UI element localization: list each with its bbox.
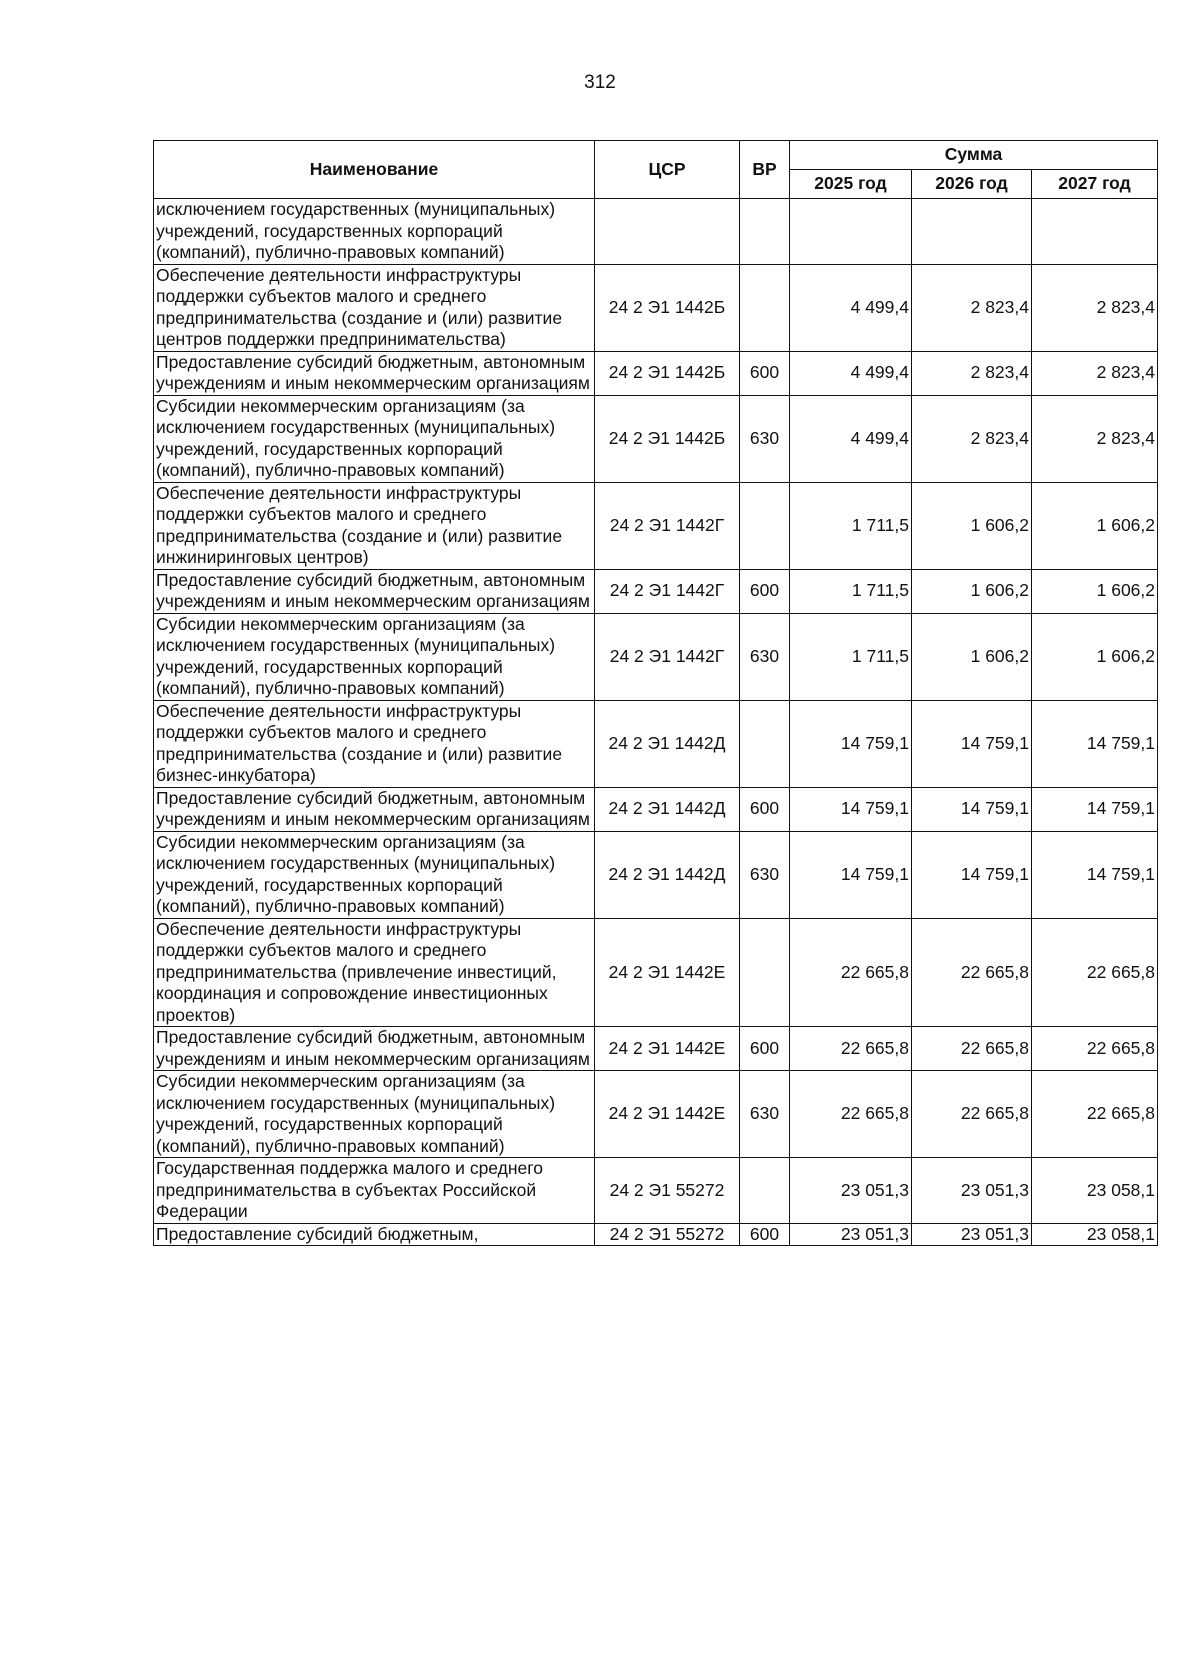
row-sum-2026: 1 606,2 (912, 569, 1032, 613)
row-csr: 24 2 Э1 1442Г (595, 613, 740, 700)
row-sum-2027: 1 606,2 (1032, 569, 1158, 613)
row-sum-2027: 22 665,8 (1032, 1027, 1158, 1071)
row-sum-2025: 14 759,1 (790, 700, 912, 787)
row-sum-2027: 22 665,8 (1032, 918, 1158, 1027)
row-sum-2027: 2 823,4 (1032, 264, 1158, 351)
row-vr (740, 918, 790, 1027)
row-name: Предоставление субсидий бюджетным, (154, 1223, 595, 1246)
row-sum-2027: 2 823,4 (1032, 351, 1158, 395)
header-name: Наименование (154, 141, 595, 199)
row-sum-2025: 14 759,1 (790, 787, 912, 831)
row-sum-2027: 22 665,8 (1032, 1071, 1158, 1158)
row-sum-2025: 4 499,4 (790, 264, 912, 351)
row-sum-2025 (790, 199, 912, 265)
row-sum-2026 (912, 199, 1032, 265)
table-row (154, 1158, 1158, 1224)
row-sum-2027: 1 606,2 (1032, 613, 1158, 700)
row-sum-2026: 22 665,8 (912, 1071, 1032, 1158)
table-row (154, 831, 1158, 918)
row-csr: 24 2 Э1 1442Е (595, 1027, 740, 1071)
table-row (154, 918, 1158, 1027)
header-year-2025: 2025 год (790, 170, 912, 199)
row-csr: 24 2 Э1 1442Г (595, 569, 740, 613)
row-name: Субсидии некоммерческим организациям (за исключением государственных (муниципальных) учреждений, государственных корпораций (компаний), публично-правовых компаний) (154, 831, 595, 918)
row-sum-2026: 2 823,4 (912, 264, 1032, 351)
row-sum-2026: 22 665,8 (912, 918, 1032, 1027)
row-sum-2025: 4 499,4 (790, 395, 912, 482)
row-vr (740, 482, 790, 569)
row-vr: 600 (740, 787, 790, 831)
row-sum-2025: 22 665,8 (790, 1071, 912, 1158)
row-csr: 24 2 Э1 55272 (595, 1158, 740, 1224)
row-sum-2026: 2 823,4 (912, 351, 1032, 395)
row-sum-2027: 2 823,4 (1032, 395, 1158, 482)
row-sum-2026: 1 606,2 (912, 613, 1032, 700)
row-vr: 600 (740, 1027, 790, 1071)
row-vr: 600 (740, 1223, 790, 1246)
table-row (154, 351, 1158, 395)
row-csr: 24 2 Э1 1442Д (595, 831, 740, 918)
row-csr: 24 2 Э1 1442Е (595, 1071, 740, 1158)
table-row (154, 264, 1158, 351)
row-name: Предоставление субсидий бюджетным, автономным учреждениям и иным некоммерческим организациям (154, 1027, 595, 1071)
row-sum-2025: 1 711,5 (790, 569, 912, 613)
table-header (154, 141, 1158, 199)
row-sum-2026: 2 823,4 (912, 395, 1032, 482)
row-vr (740, 1158, 790, 1224)
row-name: исключением государственных (муниципальных) учреждений, государственных корпораций (компаний), публично-правовых компаний) (154, 199, 595, 265)
row-name: Предоставление субсидий бюджетным, автономным учреждениям и иным некоммерческим организациям (154, 351, 595, 395)
row-vr: 630 (740, 831, 790, 918)
table-body (154, 199, 1158, 1246)
row-sum-2025: 14 759,1 (790, 831, 912, 918)
row-vr: 600 (740, 351, 790, 395)
row-name: Государственная поддержка малого и среднего предпринимательства в субъектах Российской Федерации (154, 1158, 595, 1224)
row-name: Субсидии некоммерческим организациям (за исключением государственных (муниципальных) учреждений, государственных корпораций (компаний), публично-правовых компаний) (154, 395, 595, 482)
row-vr: 630 (740, 613, 790, 700)
table-row (154, 1071, 1158, 1158)
row-sum-2027: 23 058,1 (1032, 1223, 1158, 1246)
row-sum-2025: 22 665,8 (790, 1027, 912, 1071)
row-vr: 630 (740, 1071, 790, 1158)
row-csr: 24 2 Э1 1442Г (595, 482, 740, 569)
row-vr (740, 700, 790, 787)
table-row (154, 569, 1158, 613)
header-vr: ВР (740, 141, 790, 199)
row-csr: 24 2 Э1 1442Д (595, 700, 740, 787)
row-sum-2025: 22 665,8 (790, 918, 912, 1027)
row-name: Предоставление субсидий бюджетным, автономным учреждениям и иным некоммерческим организациям (154, 569, 595, 613)
row-csr: 24 2 Э1 55272 (595, 1223, 740, 1246)
table-row (154, 787, 1158, 831)
row-name: Обеспечение деятельности инфраструктуры поддержки субъектов малого и среднего предпринимательства (создание и (или) развитие центров поддержки предпринимательства) (154, 264, 595, 351)
page-number: 312 (584, 72, 616, 93)
row-sum-2027: 14 759,1 (1032, 831, 1158, 918)
row-name: Субсидии некоммерческим организациям (за исключением государственных (муниципальных) учреждений, государственных корпораций (компаний), публично-правовых компаний) (154, 1071, 595, 1158)
row-sum-2025: 23 051,3 (790, 1158, 912, 1224)
row-csr: 24 2 Э1 1442Б (595, 264, 740, 351)
row-sum-2026: 14 759,1 (912, 787, 1032, 831)
table-row (154, 395, 1158, 482)
row-sum-2026: 14 759,1 (912, 831, 1032, 918)
row-sum-2026: 22 665,8 (912, 1027, 1032, 1071)
row-name: Субсидии некоммерческим организациям (за исключением государственных (муниципальных) учреждений, государственных корпораций (компаний), публично-правовых компаний) (154, 613, 595, 700)
header-csr: ЦСР (595, 141, 740, 199)
row-sum-2027: 14 759,1 (1032, 787, 1158, 831)
table-row (154, 613, 1158, 700)
row-name: Обеспечение деятельности инфраструктуры поддержки субъектов малого и среднего предпринимательства (создание и (или) развитие бизнес-инкубатора) (154, 700, 595, 787)
table-row (154, 1223, 1158, 1246)
table-row (154, 1027, 1158, 1071)
row-csr: 24 2 Э1 1442Б (595, 395, 740, 482)
row-name: Обеспечение деятельности инфраструктуры поддержки субъектов малого и среднего предпринимательства (создание и (или) развитие инжиниринговых центров) (154, 482, 595, 569)
budget-table (153, 140, 1158, 1246)
table-row (154, 482, 1158, 569)
row-sum-2027: 1 606,2 (1032, 482, 1158, 569)
row-csr: 24 2 Э1 1442Е (595, 918, 740, 1027)
row-sum-2026: 23 051,3 (912, 1223, 1032, 1246)
header-year-2026: 2026 год (912, 170, 1032, 199)
table-row (154, 700, 1158, 787)
row-vr (740, 264, 790, 351)
row-sum-2026: 23 051,3 (912, 1158, 1032, 1224)
row-sum-2025: 23 051,3 (790, 1223, 912, 1246)
row-sum-2025: 1 711,5 (790, 482, 912, 569)
row-sum-2026: 14 759,1 (912, 700, 1032, 787)
row-csr: 24 2 Э1 1442Б (595, 351, 740, 395)
row-sum-2027: 14 759,1 (1032, 700, 1158, 787)
row-vr (740, 199, 790, 265)
row-name: Обеспечение деятельности инфраструктуры поддержки субъектов малого и среднего предпринимательства (привлечение инвестиций, координация и сопровождение инвестиционных проектов) (154, 918, 595, 1027)
row-name: Предоставление субсидий бюджетным, автономным учреждениям и иным некоммерческим организациям (154, 787, 595, 831)
header-sum: Сумма (790, 141, 1158, 170)
header-year-2027: 2027 год (1032, 170, 1158, 199)
row-sum-2026: 1 606,2 (912, 482, 1032, 569)
row-vr: 630 (740, 395, 790, 482)
row-sum-2025: 1 711,5 (790, 613, 912, 700)
row-sum-2027 (1032, 199, 1158, 265)
row-sum-2027: 23 058,1 (1032, 1158, 1158, 1224)
row-sum-2025: 4 499,4 (790, 351, 912, 395)
row-vr: 600 (740, 569, 790, 613)
row-csr: 24 2 Э1 1442Д (595, 787, 740, 831)
row-csr (595, 199, 740, 265)
table-row (154, 199, 1158, 265)
